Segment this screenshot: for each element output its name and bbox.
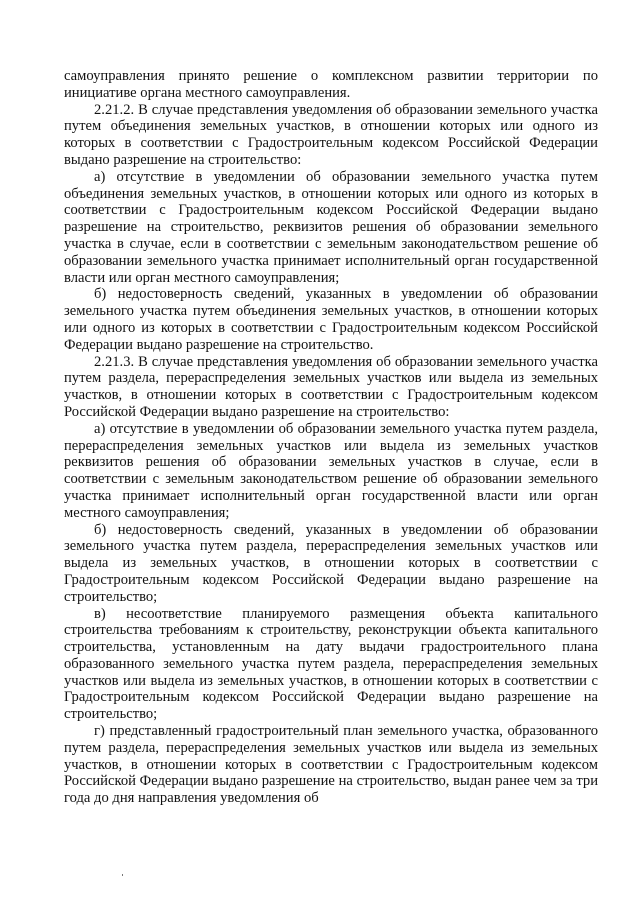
scan-speck xyxy=(122,874,123,876)
paragraph-2-21-2-a: а) отсутствие в уведомлении об образовании земельного участка путем объединения земельных участков, в отношении которых или одного из которых в соответствии с Градостроительным кодексом Российской Федерации выдано разрешение на строительство, реквизитов решения об образовании земельного участка в случае, если в соответствии с земельным законодательством решение об образовании земельного участка принимает исполнительный орган государственной власти или орган местного самоуправления; xyxy=(64,168,598,286)
paragraph-2-21-3-b: б) недостоверность сведений, указанных в уведомлении об образовании земельного участка путем раздела, перераспределения земельных участков или выдела из земельных участков, в отношении которых в соответствии с Градостроительным кодексом Российской Федерации выдано разрешение на строительство; xyxy=(64,521,598,605)
paragraph-2-21-3-v: в) несоответствие планируемого размещения объекта капитального строительства требованиям к строительству, реконструкции объекта капитального строительства, установленным на дату выдачи градостроительного плана образованного земельного участка путем раздела, перераспределения земельных участков или выдела из земельных участков, в отношении которых в соответствии с Градостроительным кодексом Российской Федерации выдано разрешение на строительство; xyxy=(64,605,598,723)
paragraph-2-21-2-b: б) недостоверность сведений, указанных в уведомлении об образовании земельного участка путем объединения земельных участков, в отношении которых или одного из которых в соответствии с Градостроительным кодексом Российской Федерации выдано разрешение на строительство. xyxy=(64,286,598,353)
paragraph-2-21-3-g: г) представленный градостроительный план земельного участка, образованного путем раздела, перераспределения земельных участков или выдела из земельных участков, в отношении которых в соответствии с Градостроительным кодексом Российской Федерации выдано разрешение на строительство, выдан ранее чем за три года до дня направления уведомления об xyxy=(64,723,598,807)
paragraph-continuation: самоуправления принято решение о комплексном развитии территории по инициативе органа местного самоуправления. xyxy=(64,68,598,101)
paragraph-2-21-2: 2.21.2. В случае представления уведомления об образовании земельного участка путем объединения земельных участков, в отношении которых или одного из которых в соответствии с Градостроительным кодексом Российской Федерации выдано разрешение на строительство: xyxy=(64,101,598,168)
paragraph-2-21-3-a: а) отсутствие в уведомлении об образовании земельного участка путем раздела, перераспределения земельных участков или выдела из земельных участков реквизитов решения об образовании земельных участков в случае, если в соответствии с земельным законодательством решение об образовании земельного участка принимает исполнительный орган государственной власти или орган местного самоуправления; xyxy=(64,420,598,521)
document-page xyxy=(64,68,598,807)
paragraph-2-21-3: 2.21.3. В случае представления уведомления об образовании земельного участка путем раздела, перераспределения земельных участков или выдела из земельных участков, в отношении которых в соответствии с Градостроительным кодексом Российской Федерации выдано разрешение на строительство: xyxy=(64,353,598,420)
